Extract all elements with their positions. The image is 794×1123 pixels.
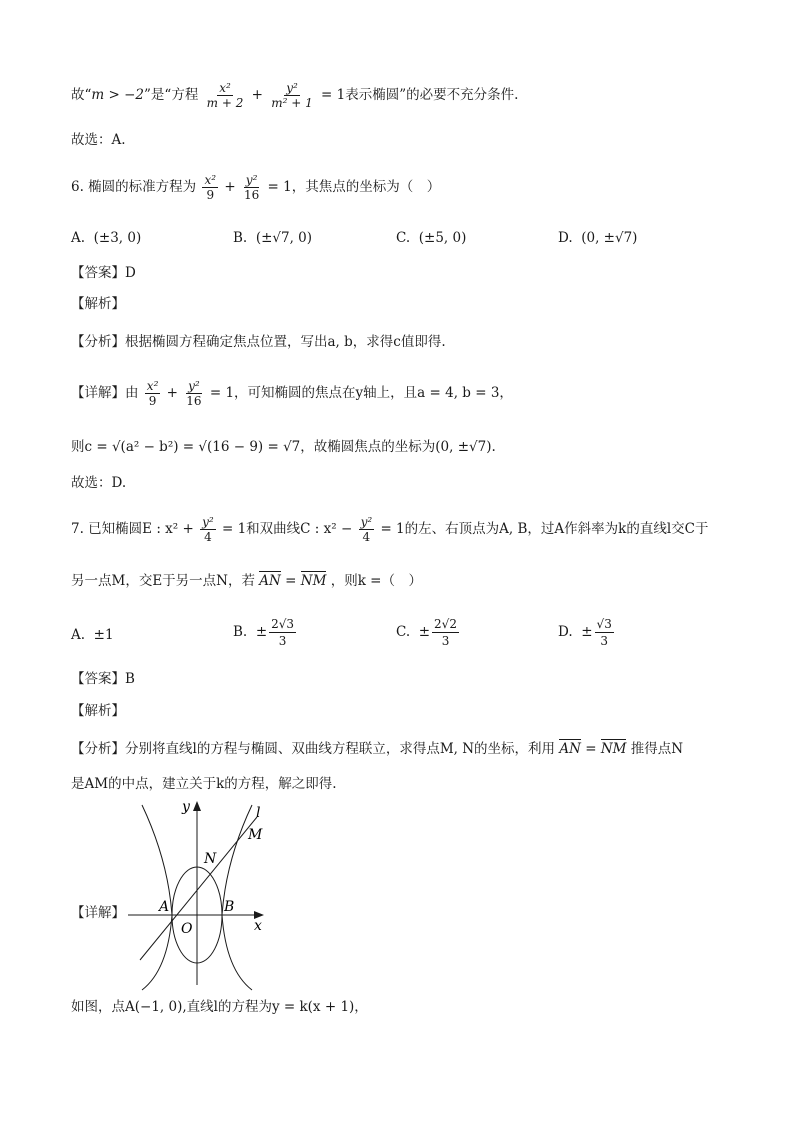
denominator: 3 — [600, 634, 608, 648]
option-text: ± — [581, 624, 593, 640]
operator: = — [280, 573, 301, 589]
text: = 1的左、右顶点为A, B，过A作斜率为k的直线l交C于 — [380, 521, 709, 537]
fraction — [432, 617, 459, 648]
numerator: y² — [188, 379, 200, 393]
fraction — [242, 174, 261, 201]
operator: + — [166, 385, 178, 401]
fraction — [595, 617, 614, 648]
q6-stem — [71, 174, 440, 201]
label-a: A — [159, 899, 170, 915]
text: ，则k =（ ） — [330, 573, 422, 589]
q7-analysis-line1 — [71, 743, 683, 757]
label-n: N — [204, 851, 217, 867]
denominator: 9 — [148, 394, 157, 408]
q7-option-c — [396, 617, 461, 648]
label-l: l — [256, 805, 261, 821]
conclusion-line — [71, 82, 518, 109]
q7-analysis-line2: 是AM的中点，建立关于k的方程，解之即得. — [71, 776, 337, 792]
option-letter: D. — [558, 230, 573, 246]
text: 【分析】分别将直线l的方程与椭圆、双曲线方程联立，求得点M, N的坐标，利用 — [71, 741, 556, 757]
numerator: x² — [219, 81, 231, 95]
option-letter: C. — [396, 624, 411, 640]
text: 另一点M，交E于另一点N，若 — [71, 573, 255, 589]
denominator: 3 — [278, 634, 287, 648]
option-text: ±1 — [93, 627, 114, 643]
option-text: (±3, 0) — [93, 230, 142, 246]
option-letter: D. — [558, 624, 573, 640]
label-b: B — [224, 899, 235, 915]
q7-final-line: 如图，点A(−1, 0),直线l的方程为y = k(x + 1)， — [71, 999, 368, 1015]
option-text: (±5, 0) — [418, 230, 467, 246]
q7-option-b — [233, 617, 298, 648]
denominator: 3 — [441, 634, 450, 648]
text: 故“ — [71, 87, 92, 103]
line-l — [140, 817, 257, 960]
q6-select: 故选：D. — [71, 475, 127, 491]
option-text: ± — [255, 624, 268, 640]
text: 7. 已知椭圆E : x² + — [71, 521, 194, 537]
numerator: y² — [245, 173, 258, 187]
numerator: √3 — [596, 617, 612, 631]
text: 推得点N — [630, 741, 684, 757]
numerator: 2√2 — [434, 617, 457, 631]
text: = 1，其焦点的坐标为（ ） — [267, 179, 441, 195]
option-letter: C. — [396, 230, 411, 246]
operator: + — [251, 87, 263, 103]
operator: = — [580, 741, 601, 757]
text: 6. 椭圆的标准方程为 — [71, 179, 197, 195]
fraction — [200, 516, 216, 543]
operator: + — [224, 179, 236, 195]
y-axis-arrow — [193, 801, 201, 811]
vector-nm: NM — [600, 741, 627, 757]
q6-answer: 【答案】D — [71, 265, 136, 281]
q6-analysis: 【分析】根据椭圆方程确定焦点位置，写出a, b，求得c值即得. — [71, 334, 446, 350]
fraction — [202, 174, 218, 201]
q7-stem-line1 — [71, 516, 708, 543]
denominator: 4 — [204, 530, 212, 544]
ellipse-hyperbola-figure — [124, 795, 274, 995]
vector-nm: NM — [300, 573, 327, 589]
fraction — [269, 82, 315, 109]
vector-an: AN — [259, 573, 281, 589]
text: ”是“方程 — [144, 87, 199, 103]
select-a: 故选：A. — [71, 132, 126, 148]
q7-detail-label: 【详解】 — [71, 905, 125, 921]
vector-an: AN — [559, 741, 581, 757]
label-m: M — [248, 827, 263, 843]
label-y: y — [182, 799, 190, 815]
denominator: m² + 1 — [271, 96, 313, 110]
text: = 1，可知椭圆的焦点在y轴上，且a = 4, b = 3， — [209, 385, 513, 401]
label-x: x — [254, 918, 262, 934]
q6-option-c — [396, 230, 466, 246]
q6-option-d — [558, 230, 637, 246]
q7-answer: 【答案】B — [71, 671, 135, 687]
numerator: x² — [146, 379, 159, 393]
denominator: m + 2 — [206, 96, 244, 110]
condition: m > −2 — [91, 87, 145, 103]
denominator: 9 — [206, 188, 215, 202]
denominator: 16 — [186, 394, 202, 408]
option-letter: B. — [233, 624, 248, 640]
q6-analysis-head: 【解析】 — [71, 296, 125, 312]
option-letter: A. — [71, 627, 86, 643]
q6-detail — [71, 380, 513, 407]
denominator: 16 — [243, 188, 260, 202]
numerator: y² — [202, 515, 214, 529]
fraction — [184, 380, 203, 407]
text: = 1表示椭圆”的必要不充分条件. — [321, 87, 519, 103]
numerator: x² — [204, 173, 217, 187]
denominator: 4 — [362, 530, 371, 544]
hyperbola-left-branch — [142, 805, 172, 990]
q6-option-b — [233, 230, 312, 246]
text: = 1和双曲线C : x² − — [221, 521, 353, 537]
q7-analysis-head: 【解析】 — [71, 703, 125, 719]
numerator: y² — [360, 515, 373, 529]
fraction — [205, 82, 246, 109]
numerator: 2√3 — [271, 617, 295, 631]
q7-stem-line2 — [71, 575, 422, 589]
option-letter: B. — [233, 230, 248, 246]
text: 【详解】由 — [71, 385, 139, 401]
numerator: y² — [286, 81, 298, 95]
q7-option-a — [71, 627, 114, 643]
label-o: O — [181, 921, 193, 937]
option-text: (±√7, 0) — [255, 230, 313, 246]
fraction — [269, 617, 296, 648]
fraction — [359, 516, 375, 543]
q6-option-a — [71, 230, 141, 246]
q7-option-d — [558, 617, 616, 648]
q6-detail-line2: 则c = √(a² − b²) = √(16 − 9) = √7，故椭圆焦点的坐标为(0, ±√7). — [71, 439, 496, 455]
option-letter: A. — [71, 230, 86, 246]
option-text: ± — [418, 624, 431, 640]
option-text: (0, ±√7) — [581, 230, 638, 246]
fraction — [145, 380, 161, 407]
